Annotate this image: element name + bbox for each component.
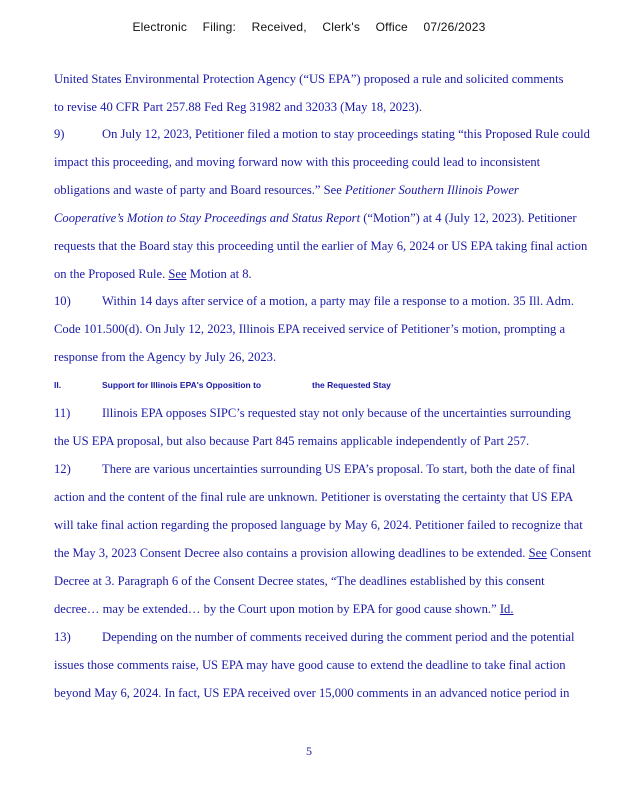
body-text: on the Proposed Rule. — [54, 267, 166, 281]
body-text: (“Motion”) at 4 (July 12, 2023). Petitioner — [360, 211, 577, 225]
see-signal: See — [168, 267, 187, 281]
paragraph-number: 10) — [54, 294, 71, 308]
paragraph-text: Within 14 days after service of a motion, a party may file a response to a motion. 35 Ill. Adm. — [102, 294, 574, 308]
body-text: Consent — [546, 546, 592, 560]
body-line — [54, 602, 513, 617]
header-word: Office — [375, 20, 408, 34]
body-line — [54, 267, 252, 282]
body-line: will take final action regarding the proposed language by May 6, 2024. Petitioner failed to recognize that — [54, 518, 583, 532]
body-text: decree… may be extended… by the Court upon motion by EPA for good cause shown.” — [54, 602, 497, 616]
body-line — [54, 211, 577, 226]
see-signal: See — [528, 546, 547, 560]
body-line: response from the Agency by July 26, 2023. — [54, 350, 277, 364]
section-heading — [54, 380, 391, 390]
header-word: Filing: — [202, 20, 237, 34]
header-word: Electronic — [132, 20, 188, 34]
body-line: Code 101.500(d). On July 12, 2023, Illinois EPA received service of Petitioner’s motion, prompting a — [54, 322, 566, 336]
citation-italic: Petitioner Southern Illinois Power — [344, 183, 519, 197]
filing-stamp-header — [0, 20, 618, 34]
body-line: the US EPA proposal, but also because Part 845 remains applicable independently of Part 257. — [54, 434, 530, 448]
body-text: Motion at 8. — [186, 267, 252, 281]
body-text: obligations and waste of party and Board resources.” See — [54, 183, 342, 197]
body-line — [54, 183, 519, 198]
header-word: Received, — [251, 20, 307, 34]
page-number: 5 — [306, 744, 312, 758]
paragraph-number: 9) — [54, 127, 65, 141]
body-text: the May 3, 2023 Consent Decree also contains a provision allowing deadlines to be extended. — [54, 546, 526, 560]
section-title: Support for Illinois EPA's Opposition to — [102, 380, 262, 390]
paragraph-text: On July 12, 2023, Petitioner filed a motion to stay proceedings stating “this Proposed Rule could — [102, 127, 590, 141]
body-line: action and the content of the final rule are unknown. Petitioner is overstating the certainty that US EPA — [54, 490, 574, 504]
body-line: Decree at 3. Paragraph 6 of the Consent Decree states, “The deadlines established by this consent — [54, 574, 545, 588]
header-date: 07/26/2023 — [423, 20, 486, 34]
id-signal: Id. — [499, 602, 514, 616]
body-line — [54, 546, 591, 561]
paragraph-number: 13) — [54, 630, 71, 644]
paragraph-text: Depending on the number of comments received during the comment period and the potential — [102, 630, 575, 644]
body-line: impact this proceeding, and moving forward now with this proceeding could lead to inconsistent — [54, 155, 541, 169]
body-line: United States Environmental Protection Agency (“US EPA”) proposed a rule and solicited comments — [54, 72, 564, 86]
body-line: beyond May 6, 2024. In fact, US EPA received over 15,000 comments in an advanced notice period in — [54, 686, 570, 700]
paragraph-text: There are various uncertainties surrounding US EPA’s proposal. To start, both the date of final — [102, 462, 576, 476]
paragraph-number: 11) — [54, 406, 71, 420]
body-line: requests that the Board stay this proceeding until the earlier of May 6, 2024 or US EPA taking final action — [54, 239, 588, 253]
body-line: to revise 40 CFR Part 257.88 Fed Reg 31982 and 32033 (May 18, 2023). — [54, 100, 422, 114]
paragraph-number: 12) — [54, 462, 71, 476]
section-roman: II. — [54, 380, 62, 390]
citation-italic: Cooperative’s Motion to Stay Proceedings and Status Report — [54, 211, 361, 225]
paragraph-text: Illinois EPA opposes SIPC’s requested stay not only because of the uncertainties surrounding — [102, 406, 571, 420]
header-word: Clerk's — [322, 20, 361, 34]
section-title: the Requested Stay — [312, 380, 391, 390]
body-line: issues those comments raise, US EPA may have good cause to extend the deadline to take final action — [54, 658, 566, 672]
